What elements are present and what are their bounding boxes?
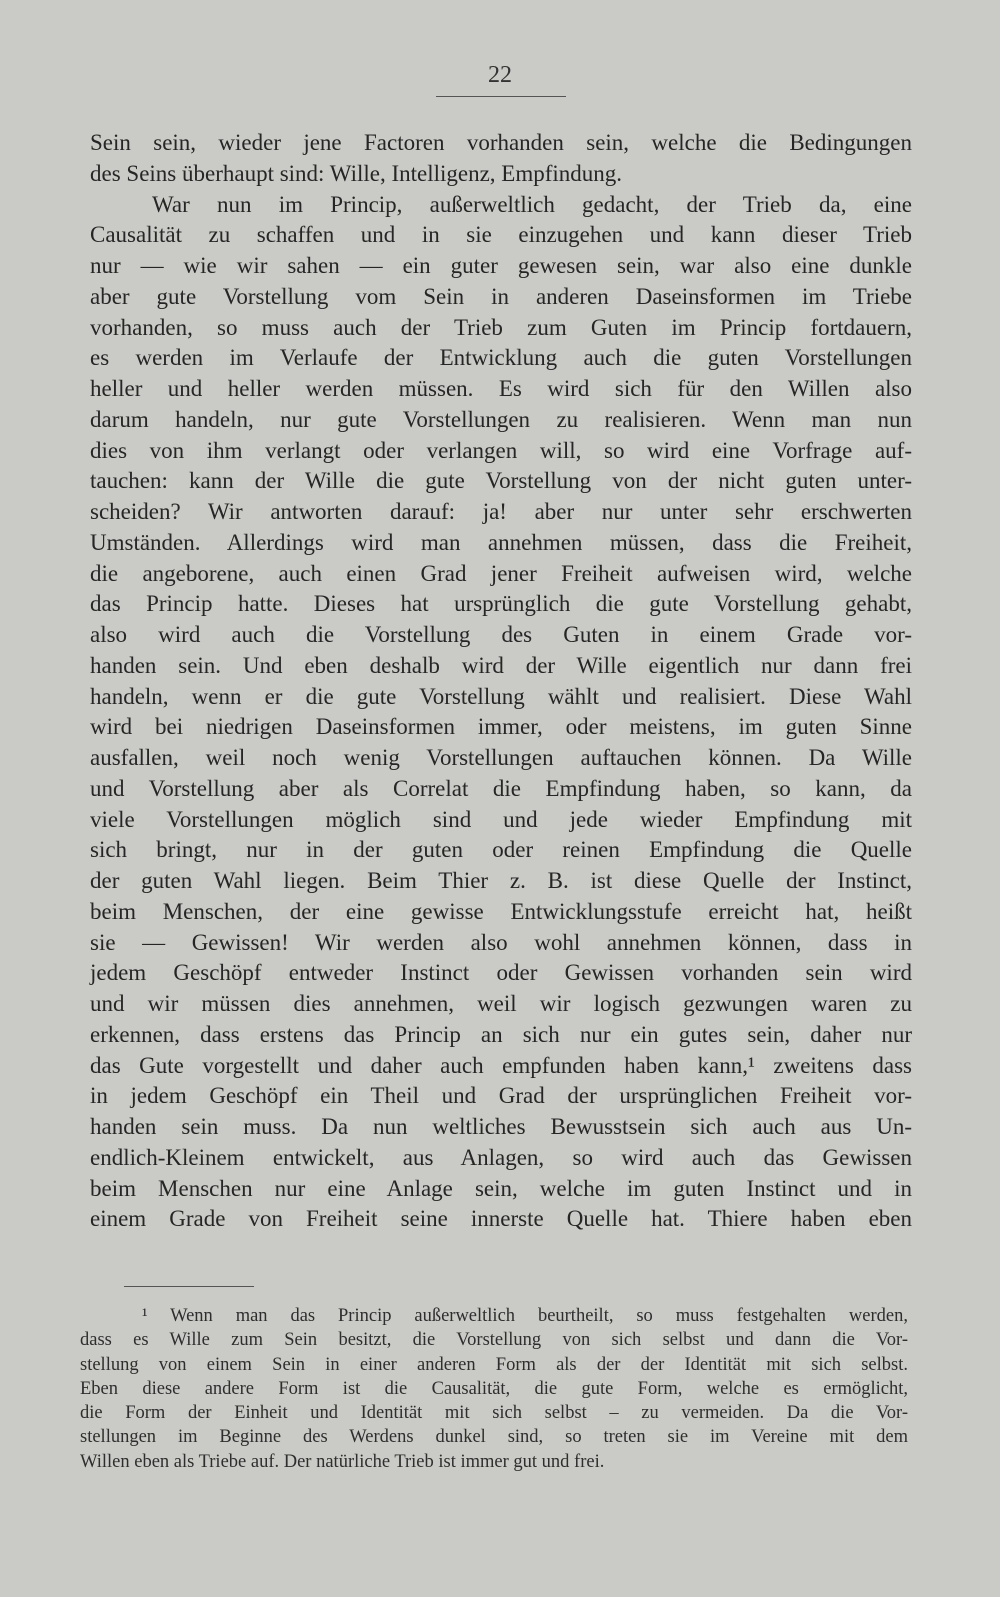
footnote-line: Willen eben als Triebe auf. Der natürliche Trieb ist immer gut und frei. xyxy=(80,1451,605,1472)
text-line: scheiden? Wir antworten darauf: ja! aber nur unter sehr erschwerten xyxy=(90,499,912,524)
text-line: Sein sein, wieder jene Factoren vorhanden sein, welche die Bedingungen xyxy=(90,130,912,155)
text-line: vorhanden, so muss auch der Trieb zum Guten im Princip fortdauern, xyxy=(90,314,912,340)
footnote-line: ¹ Wenn man das Princip außerweltlich beurtheilt, so muss festgehalten werden, xyxy=(142,1306,908,1326)
text-line: des Seins überhaupt sind: Wille, Intelligenz, Empfindung. xyxy=(90,160,623,186)
text-line: und Vorstellung aber als Correlat die Empfindung haben, so kann, da xyxy=(90,775,912,801)
text-line: einem Grade von Freiheit seine innerste Quelle hat. Thiere haben eben xyxy=(90,1206,912,1232)
text-line: tauchen: kann der Wille die gute Vorstellung von der nicht guten unter- xyxy=(90,468,912,494)
text-line: War nun im Princip, außerweltlich gedacht, der Trieb da, eine xyxy=(152,191,912,217)
text-line: aber gute Vorstellung vom Sein in anderen Daseinsformen im Triebe xyxy=(90,283,912,309)
text-line: ausfallen, weil noch wenig Vorstellungen auftauchen können. Da Wille xyxy=(90,745,912,770)
text-line: das Princip hatte. Dieses hat ursprünglich die gute Vorstellung gehabt, xyxy=(90,591,912,617)
header-rule xyxy=(436,96,566,97)
text-line: Umständen. Allerdings wird man annehmen müssen, dass die Freiheit, xyxy=(90,529,912,555)
footnote-line: stellung von einem Sein in einer anderen Form als der der Identität mit sich selbst. xyxy=(80,1354,908,1375)
text-line: viele Vorstellungen möglich sind und jede wieder Empfindung mit xyxy=(90,806,912,832)
text-line: sie — Gewissen! Wir werden also wohl annehmen können, dass in xyxy=(90,929,912,955)
text-line: handen sein muss. Da nun weltliches Bewusstsein sich auch aus Un- xyxy=(90,1114,912,1139)
text-line: darum handeln, nur gute Vorstellungen zu realisieren. Wenn man nun xyxy=(90,406,912,432)
text-line: in jedem Geschöpf ein Theil und Grad der ursprünglichen Freiheit vor- xyxy=(90,1083,912,1109)
text-line: jedem Geschöpf entweder Instinct oder Gewissen vorhanden sein wird xyxy=(90,960,912,986)
text-line: erkennen, dass erstens das Princip an sich nur ein gutes sein, daher nur xyxy=(90,1021,912,1047)
footnote-line: Eben diese andere Form ist die Causalität, die gute Form, welche es ermöglicht, xyxy=(80,1378,908,1399)
text-line: Causalität zu schaffen und in sie einzugehen und kann dieser Trieb xyxy=(90,222,912,248)
footnote-rule xyxy=(124,1286,254,1287)
text-line: handeln, wenn er die gute Vorstellung wählt und realisiert. Diese Wahl xyxy=(90,683,912,709)
text-line: das Gute vorgestellt und daher auch empfunden haben kann,¹ zweitens dass xyxy=(90,1052,912,1078)
text-line: beim Menschen, der eine gewisse Entwicklungsstufe erreicht hat, heißt xyxy=(90,898,912,924)
text-line: nur — wie wir sahen — ein guter gewesen sein, war also eine dunkle xyxy=(90,253,912,278)
footnote-line: dass es Wille zum Sein besitzt, die Vorstellung von sich selbst und dann die Vor- xyxy=(80,1330,908,1351)
text-line: wird bei niedrigen Daseinsformen immer, oder meistens, im guten Sinne xyxy=(90,714,912,740)
text-line: also wird auch die Vorstellung des Guten in einem Grade vor- xyxy=(90,622,912,647)
footnote xyxy=(80,1304,908,1474)
text-line: die angeborene, auch einen Grad jener Freiheit aufweisen wird, welche xyxy=(90,560,912,586)
text-line: beim Menschen nur eine Anlage sein, welche im guten Instinct und in xyxy=(90,1175,912,1201)
text-line: endlich-Kleinem entwickelt, aus Anlagen, so wird auch das Gewissen xyxy=(90,1144,912,1170)
text-line: der guten Wahl liegen. Beim Thier z. B. ist diese Quelle der Instinct, xyxy=(90,868,912,893)
text-line: heller und heller werden müssen. Es wird sich für den Willen also xyxy=(90,376,912,401)
footnote-line: die Form der Einheit und Identität mit sich selbst – zu vermeiden. Da die Vor- xyxy=(80,1403,908,1424)
text-line: es werden im Verlaufe der Entwicklung auch die guten Vorstellungen xyxy=(90,345,912,371)
text-line: und wir müssen dies annehmen, weil wir logisch gezwungen waren zu xyxy=(90,991,912,1016)
page-number: 22 xyxy=(488,62,512,88)
text-line: dies von ihm verlangt oder verlangen will, so wird eine Vorfrage auf- xyxy=(90,437,912,463)
body-text xyxy=(90,128,912,1235)
text-line: sich bringt, nur in der guten oder reinen Empfindung die Quelle xyxy=(90,837,912,863)
text-line: handen sein. Und eben deshalb wird der Wille eigentlich nur dann frei xyxy=(90,652,912,678)
footnote-line: stellungen im Beginne des Werdens dunkel sind, so treten sie im Vereine mit dem xyxy=(80,1427,908,1448)
